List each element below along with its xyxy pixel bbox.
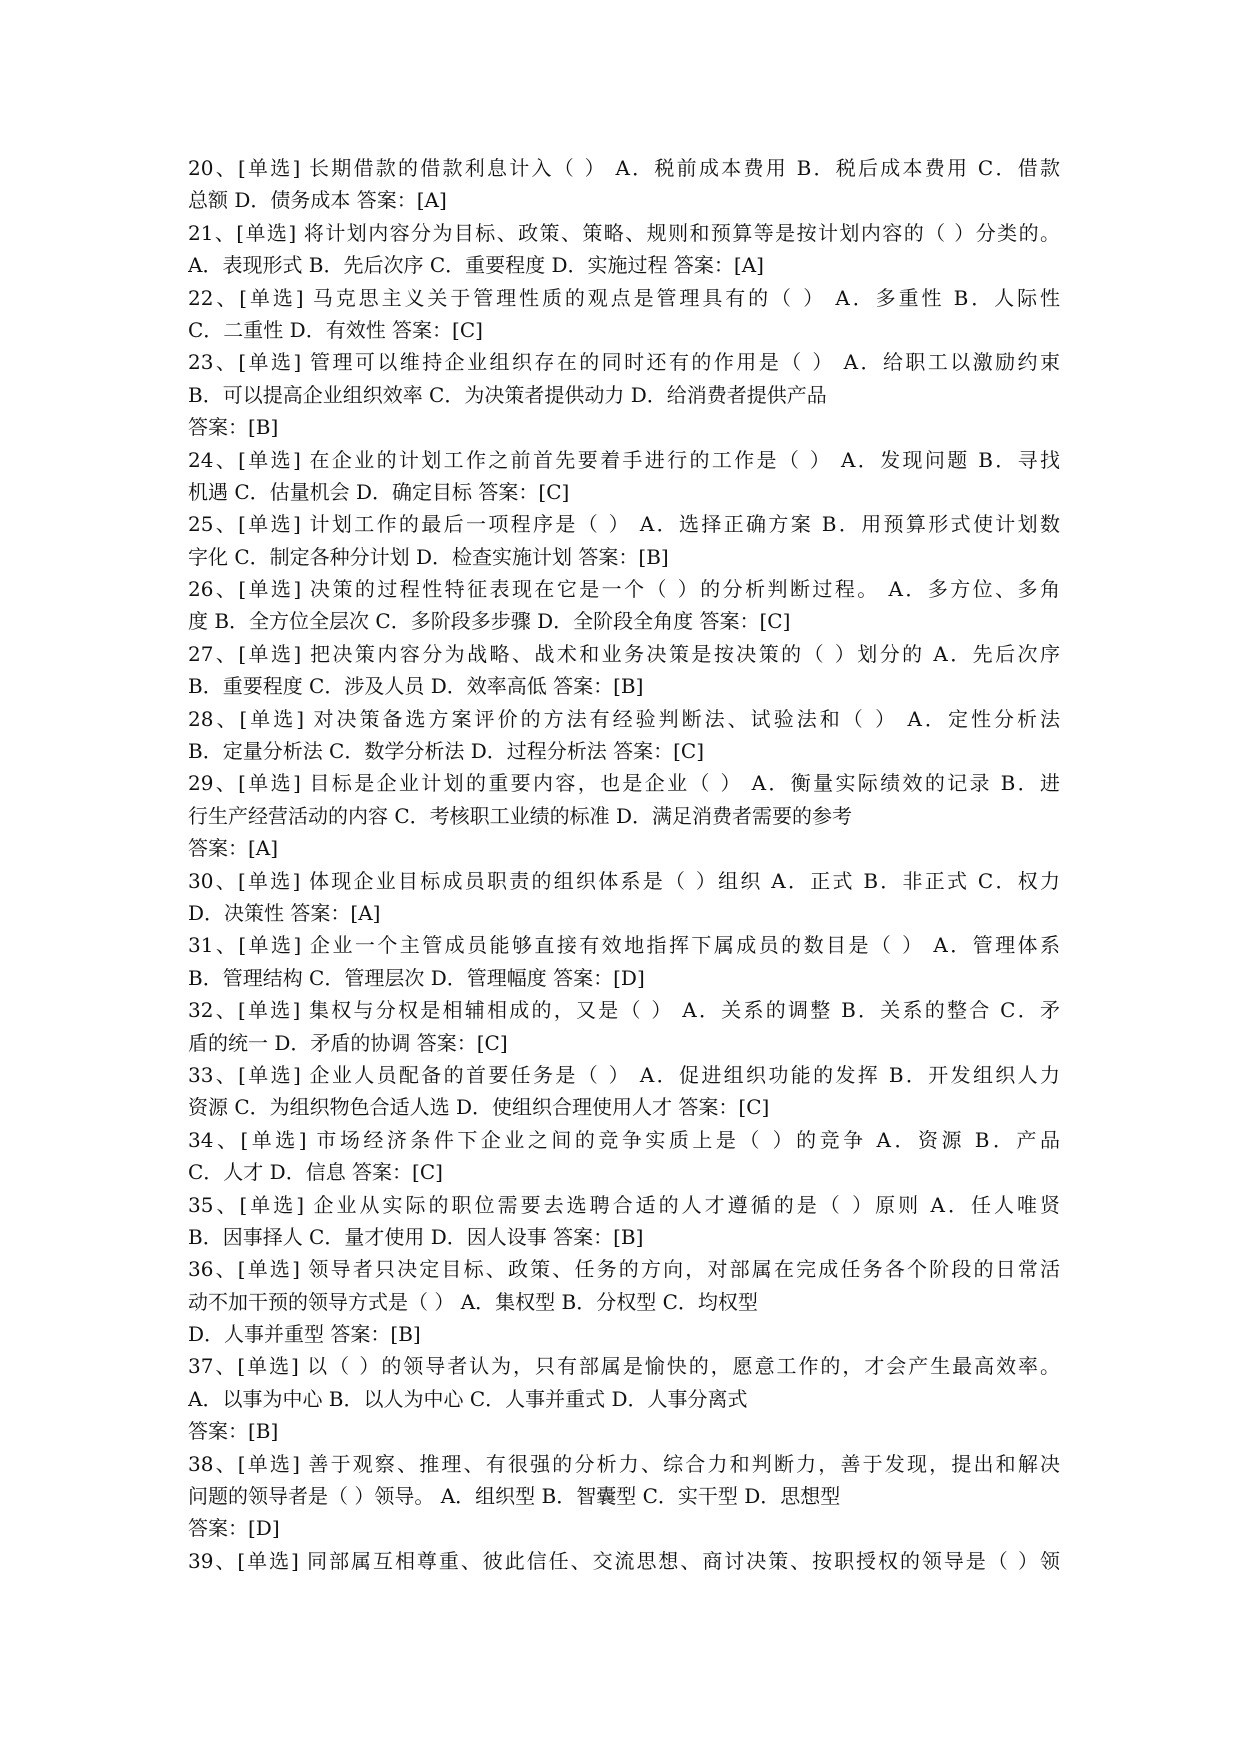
- text-line: 27、[单选] 把决策内容分为战略、战术和业务决策是按决策的（ ）划分的 A．先后次序: [188, 641, 1060, 666]
- text-line: 37、[单选] 以（ ）的领导者认为，只有部属是愉快的，愿意工作的，才会产生最高效率。: [188, 1354, 1060, 1379]
- text-line: B．管理结构 C．管理层次 D．管理幅度 答案：[D]: [188, 965, 645, 990]
- document-page: [188, 152, 1060, 1577]
- text-line: 29、[单选] 目标是企业计划的重要内容，也是企业（ ） A．衡量实际绩效的记录 B．进: [188, 771, 1060, 796]
- text-line: 行生产经营活动的内容 C．考核职工业绩的标准 D．满足消费者需要的参考: [188, 803, 853, 828]
- text-line: 资源 C．为组织物色合适人选 D．使组织合理使用人才 答案：[C]: [188, 1095, 770, 1120]
- text-line: 34、[单选] 市场经济条件下企业之间的竞争实质上是（ ）的竞争 A．资源 B．产品: [188, 1127, 1060, 1152]
- text-line: C．人才 D．信息 答案：[C]: [188, 1160, 443, 1185]
- text-line: 问题的领导者是（ ）领导。 A．组织型 B．智囊型 C．实干型 D．思想型: [188, 1484, 841, 1509]
- text-line: 度 B．全方位全层次 C．多阶段多步骤 D．全阶段全角度 答案：[C]: [188, 609, 791, 634]
- text-line: B．定量分析法 C．数学分析法 D．过程分析法 答案：[C]: [188, 739, 705, 764]
- text-line: 字化 C．制定各种分计划 D．检查实施计划 答案：[B]: [188, 544, 669, 569]
- text-line: D．人事并重型 答案：[B]: [188, 1322, 421, 1347]
- text-line: 28、[单选] 对决策备选方案评价的方法有经验判断法、试验法和（ ） A．定性分析法: [188, 706, 1060, 731]
- text-line: 36、[单选] 领导者只决定目标、政策、任务的方向，对部属在完成任务各个阶段的日常活: [188, 1257, 1060, 1282]
- text-line: 21、[单选] 将计划内容分为目标、政策、策略、规则和预算等是按计划内容的（ ）分类的。: [188, 220, 1060, 245]
- text-line: 38、[单选] 善于观察、推理、有很强的分析力、综合力和判断力，善于发现，提出和解决: [188, 1451, 1060, 1476]
- text-line: 23、[单选] 管理可以维持企业组织存在的同时还有的作用是（ ） A．给职工以激励约束: [188, 350, 1060, 375]
- text-line: A．表现形式 B．先后次序 C．重要程度 D．实施过程 答案：[A]: [188, 253, 764, 278]
- text-line: 31、[单选] 企业一个主管成员能够直接有效地指挥下属成员的数目是（ ） A．管理体系: [188, 933, 1060, 958]
- text-line: B．可以提高企业组织效率 C．为决策者提供动力 D．给消费者提供产品: [188, 382, 827, 407]
- text-line: 机遇 C．估量机会 D．确定目标 答案：[C]: [188, 479, 570, 504]
- text-line: 33、[单选] 企业人员配备的首要任务是（ ） A．促进组织功能的发挥 B．开发组织人力: [188, 1062, 1060, 1087]
- text-line: 35、[单选] 企业从实际的职位需要去选聘合适的人才遵循的是（ ）原则 A．任人唯贤: [188, 1192, 1060, 1217]
- text-line: 动不加干预的领导方式是（ ） A．集权型 B．分权型 C．均权型: [188, 1289, 758, 1314]
- text-line: 22、[单选] 马克思主义关于管理性质的观点是管理具有的（ ） A．多重性 B．人际性: [188, 285, 1060, 310]
- text-line: 39、[单选] 同部属互相尊重、彼此信任、交流思想、商讨决策、按职授权的领导是（ ）领: [188, 1548, 1060, 1573]
- text-line: 24、[单选] 在企业的计划工作之前首先要着手进行的工作是（ ） A．发现问题 B．寻找: [188, 447, 1060, 472]
- text-line: 32、[单选] 集权与分权是相辅相成的，又是（ ） A．关系的调整 B．关系的整合 C．矛: [188, 998, 1060, 1023]
- text-line: 答案：[B]: [188, 415, 279, 440]
- text-line: B．重要程度 C．涉及人员 D．效率高低 答案：[B]: [188, 674, 644, 699]
- text-line: 30、[单选] 体现企业目标成员职责的组织体系是（ ）组织 A．正式 B．非正式 C．权力: [188, 868, 1060, 893]
- text-line: 答案：[B]: [188, 1419, 279, 1444]
- text-line: D．决策性 答案：[A]: [188, 900, 381, 925]
- text-line: 25、[单选] 计划工作的最后一项程序是（ ） A．选择正确方案 B．用预算形式使计划数: [188, 512, 1060, 537]
- text-line: 26、[单选] 决策的过程性特征表现在它是一个（ ）的分析判断过程。 A．多方位、多角: [188, 577, 1060, 602]
- text-line: B．因事择人 C．量才使用 D．因人设事 答案：[B]: [188, 1224, 644, 1249]
- text-line: C．二重性 D．有效性 答案：[C]: [188, 317, 483, 342]
- text-line: 20、[单选] 长期借款的借款利息计入（ ） A．税前成本费用 B．税后成本费用 C．借款: [188, 156, 1060, 180]
- text-line: 总额 D．债务成本 答案：[A]: [188, 188, 447, 213]
- text-line: 答案：[D]: [188, 1516, 280, 1541]
- text-line: 答案：[A]: [188, 836, 279, 861]
- text-line: 盾的统一 D．矛盾的协调 答案：[C]: [188, 1030, 508, 1055]
- text-line: A．以事为中心 B．以人为中心 C．人事并重式 D．人事分离式: [188, 1386, 748, 1411]
